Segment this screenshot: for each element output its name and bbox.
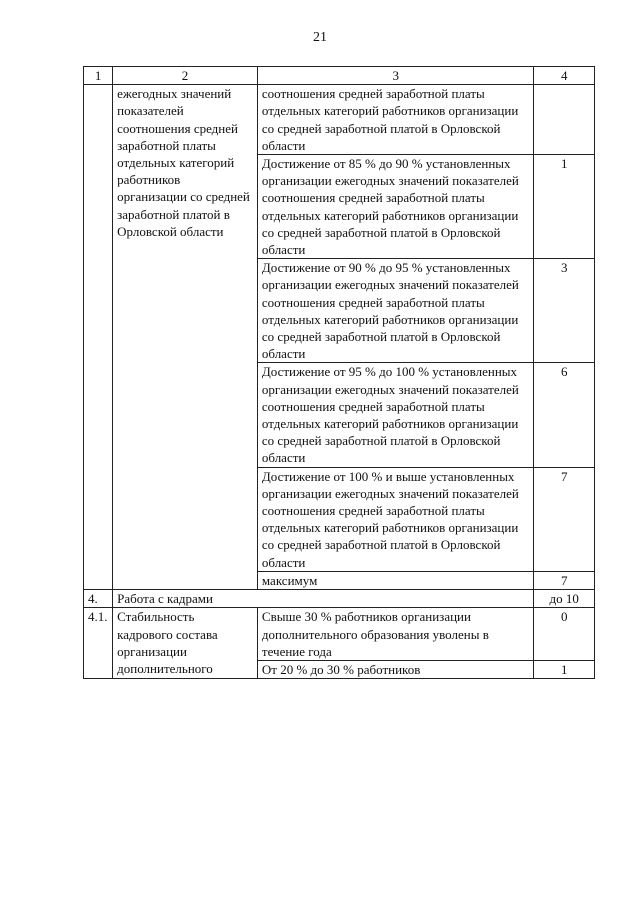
header-col-3: 3	[257, 67, 534, 85]
section-score-cell: до 10	[534, 590, 595, 608]
score-cell	[534, 85, 595, 155]
header-col-4: 4	[534, 67, 595, 85]
criterion-cell: От 20 % до 30 % работников	[257, 660, 534, 678]
maximum-label-cell: максимум	[257, 571, 534, 589]
row-number-cell	[84, 85, 113, 590]
table-row	[84, 85, 595, 155]
maximum-score-cell: 7	[534, 571, 595, 589]
section-row	[84, 590, 595, 608]
criterion-cell: Достижение от 100 % и выше установленных организации ежегодных значений показателей соотношения средней заработной платы отдельных категорий работников организации со средней заработной платой в Орловской области	[257, 467, 534, 571]
criterion-cell: соотношения средней заработной платы отдельных категорий работников организации со средней заработной платой в Орловской области	[257, 85, 534, 155]
criterion-cell: Достижение от 90 % до 95 % установленных организации ежегодных значений показателей соотношения средней заработной платы отдельных категорий работников организации со средней заработной платой в Орловской области	[257, 259, 534, 363]
item-number-cell: 4.1.	[84, 608, 113, 679]
indicator-cell: Стабильность кадрового состава организации дополнительного	[113, 608, 258, 679]
section-number-cell: 4.	[84, 590, 113, 608]
page-number: 21	[313, 30, 327, 45]
table-row	[84, 608, 595, 661]
header-col-2: 2	[113, 67, 258, 85]
score-cell: 1	[534, 660, 595, 678]
criteria-table	[83, 66, 595, 679]
criterion-cell: Достижение от 85 % до 90 % установленных организации ежегодных значений показателей соотношения средней заработной платы отдельных категорий работников организации со средней заработной платой в Орловской области	[257, 155, 534, 259]
score-cell: 6	[534, 363, 595, 467]
table-header-row	[84, 67, 595, 85]
section-title-cell: Работа с кадрами	[113, 590, 534, 608]
criterion-cell: Достижение от 95 % до 100 % установленных организации ежегодных значений показателей соотношения средней заработной платы отдельных категорий работников организации со средней заработной платой в Орловской области	[257, 363, 534, 467]
header-col-1: 1	[84, 67, 113, 85]
score-cell: 1	[534, 155, 595, 259]
score-cell: 3	[534, 259, 595, 363]
criterion-cell: Свыше 30 % работников организации дополнительного образования уволены в течение года	[257, 608, 534, 661]
indicator-cell: ежегодных значений показателей соотношения средней заработной платы отдельных категорий работников организации со средней заработной платой в Орловской области	[113, 85, 258, 590]
score-cell: 7	[534, 467, 595, 571]
score-cell: 0	[534, 608, 595, 661]
